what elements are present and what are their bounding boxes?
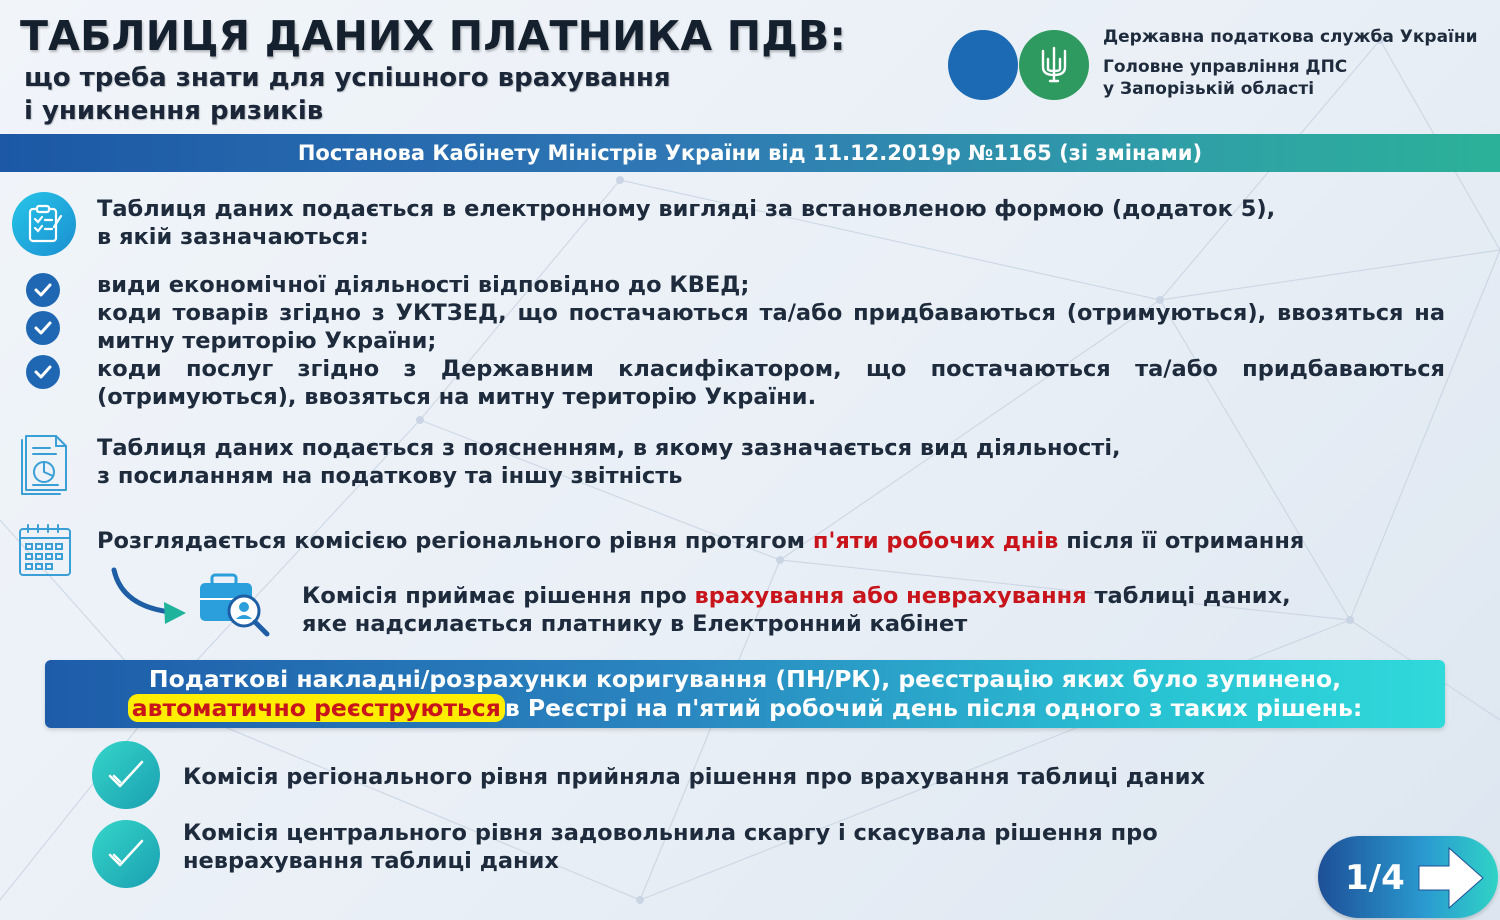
- section4-line-1: [302, 582, 1291, 610]
- subtitle-line-2: і уникнення ризиків: [24, 96, 324, 126]
- page-title: ТАБЛИЦЯ ДАНИХ ПЛАТНИКА ПДВ:: [20, 12, 847, 60]
- section4-text-after: таблиці даних,: [1086, 583, 1291, 609]
- section1-line-2: в якій зазначаються:: [97, 224, 369, 250]
- subtitle-line-1: що треба знати для успішного врахування: [24, 63, 671, 93]
- section4-text: [302, 582, 1291, 638]
- section3-text-after: після її отримання: [1058, 528, 1305, 554]
- page-number: 1/4: [1345, 858, 1405, 898]
- section1-text: [97, 195, 1275, 251]
- decision-1-text: [183, 763, 1205, 791]
- decision-2-line-1: Комісія центрального рівня задовольнила скаргу і скасувала рішення про: [183, 820, 1158, 846]
- section3-text-before: Розглядається комісією регіонального рівня протягом: [97, 528, 813, 554]
- check-icon: [26, 355, 60, 389]
- list-item: коди послуг згідно з Державним класифікатором, що постачаються та/або придбаваються (отримуються), ввозяться на митну територію України.: [97, 356, 1445, 410]
- highlight-text: [45, 665, 1445, 723]
- highlight-line-2-rest: в Реєстрі на п'ятий робочий день після одного з таких рішень:: [504, 694, 1363, 722]
- curved-arrow-icon: [108, 566, 190, 632]
- section4-text-before: Комісія приймає рішення про: [302, 583, 695, 609]
- arrow-right-icon[interactable]: [1415, 842, 1487, 918]
- briefcase-search-icon: [198, 573, 274, 645]
- document-chart-icon: [18, 430, 72, 500]
- clipboard-icon: [12, 192, 76, 256]
- section2-line-1: Таблиця даних подається з поясненням, в якому зазначається вид діяльності,: [97, 435, 1121, 461]
- decision-2-line-2: неврахування таблиці даних: [183, 848, 559, 874]
- check-icon: [26, 311, 60, 345]
- decision-1-line-1: Комісія регіонального рівня прийняла рішення про врахування таблиці даних: [183, 764, 1205, 790]
- agency-name-line-2: Головне управління ДПС: [1103, 57, 1348, 77]
- agency-logo-blue-circle: [948, 30, 1018, 100]
- resolution-band-text: Постанова Кабінету Міністрів України від 11.12.2019р №1165 (зі змінами): [297, 141, 1203, 165]
- section3-text: [97, 527, 1304, 555]
- list-item: види економічної діяльності відповідно до КВЕД;: [97, 272, 750, 298]
- check-circle-icon: [92, 820, 160, 888]
- section4-decision: врахування або неврахування: [694, 583, 1087, 609]
- section1-line-1: Таблиця даних подається в електронному вигляді за встановленою формою (додаток 5),: [97, 196, 1276, 222]
- section3-deadline: п'яти робочих днів: [812, 528, 1059, 554]
- agency-name-block: [1103, 26, 1478, 100]
- section2-text: [97, 434, 1121, 490]
- check-circle-icon: [92, 741, 160, 809]
- calendar-icon: [17, 522, 73, 582]
- highlight-line-2: [45, 694, 1445, 723]
- highlight-marker: автоматично реєструються: [128, 694, 505, 722]
- list-item: коди товарів згідно з УКТЗЕД, що постачаються та/або придбаваються (отримуються), ввозяться на митну територію України;: [97, 300, 1445, 354]
- decision-2-text: [183, 819, 1158, 875]
- check-icon: [26, 273, 60, 307]
- highlight-line-1: Податкові накладні/розрахунки коригування (ПН/РК), реєстрацію яких було зупинено,: [148, 665, 1342, 693]
- agency-name-line-3: у Запорізькій області: [1103, 79, 1315, 99]
- agency-logo-trident-icon: [1019, 30, 1089, 100]
- checklist: [97, 271, 1445, 411]
- page-subtitle: [24, 62, 671, 128]
- section2-line-2: з посиланням на податкову та іншу звітність: [97, 463, 683, 489]
- resolution-band: [0, 134, 1500, 172]
- section4-line-2: яке надсилається платнику в Електронний кабінет: [302, 611, 968, 637]
- agency-name-line-1: Державна податкова служба України: [1103, 27, 1478, 47]
